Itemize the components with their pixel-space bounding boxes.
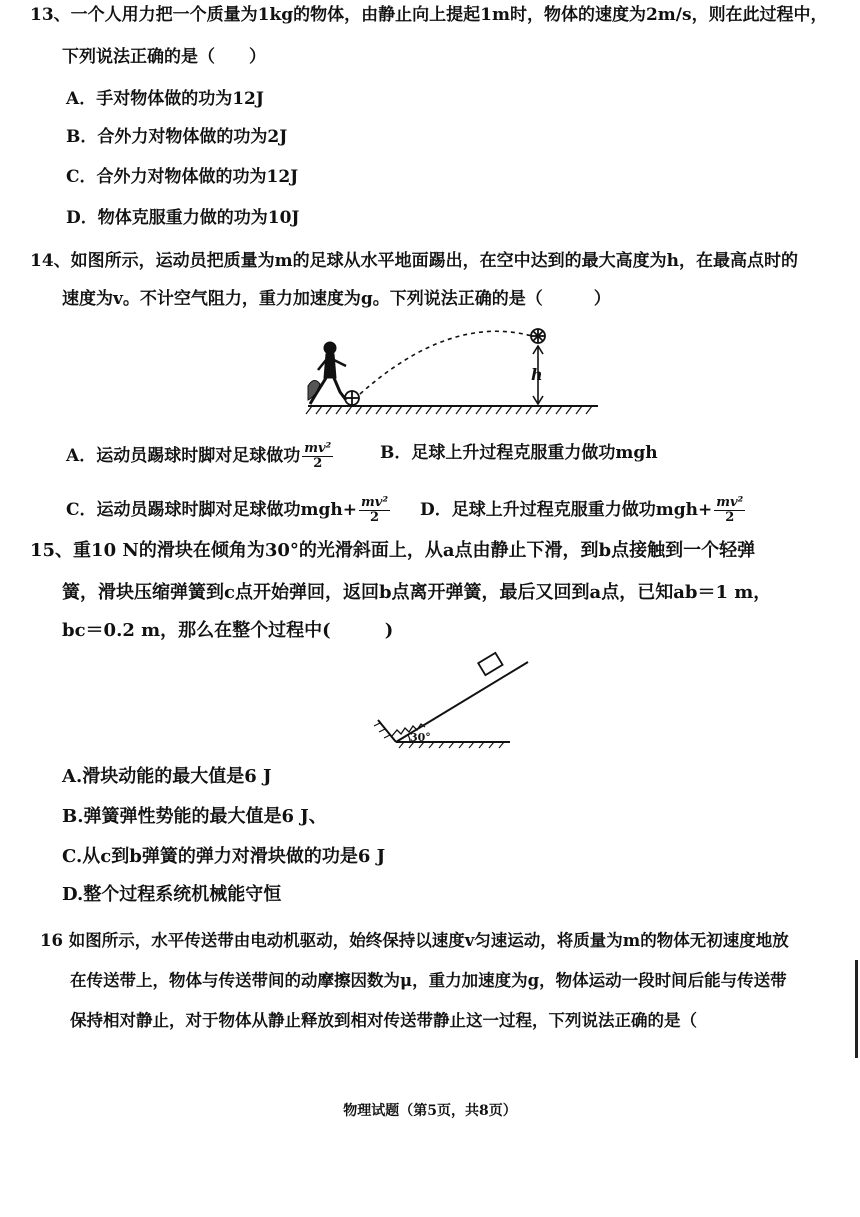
q14-option-a: A．运动员踢球时脚对足球做功 $\frac{\text{mv²}}{2}$ xyxy=(66,441,332,471)
q15-option-c: C.从c到b弹簧的弹力对滑块做的功是6 J xyxy=(62,846,386,867)
q14-option-c-fraction: $\frac{\text{mv²}}{2}$ xyxy=(361,495,389,525)
q13-stem-line1: 13、一个人用力把一个质量为1kg的物体，由静止向上提起1m时，物体的速度为2m/s，则在此过程中， xyxy=(30,5,828,25)
q14-option-a-fraction: $\frac{\text{mv²}}{2}$ xyxy=(304,441,332,471)
q13-stem-line2: 下列说法正确的是（ ） xyxy=(62,47,266,67)
q13-option-d: D．物体克服重力做的功为10J xyxy=(66,208,300,228)
player-figure xyxy=(308,342,346,404)
q15-option-a: A.滑块动能的最大值是6 J xyxy=(62,766,272,787)
q14-option-c: C．运动员踢球时脚对足球做功mgh+ $\frac{\text{mv²}}{2}$ xyxy=(66,495,389,525)
incline-line xyxy=(396,662,528,742)
q15-option-d: D.整个过程系统机械能守恒 xyxy=(62,884,282,905)
height-label: h xyxy=(531,365,543,384)
q15-option-b: B.弹簧弹性势能的最大值是6 J、 xyxy=(62,806,327,827)
ball-ground xyxy=(345,391,359,405)
page-footer: 物理试题（第5页，共8页） xyxy=(343,1103,517,1119)
q14-stem-line1: 14、如图所示，运动员把质量为m的足球从水平地面踢出，在空中达到的最大高度为h，在最高点时的 xyxy=(30,251,799,271)
q15-stem-line1: 15、重10 N的滑块在倾角为30°的光滑斜面上，从a点由静止下滑，到b点接触到一个轻弹 xyxy=(30,540,756,561)
q16-stem-line3: 保持相对静止，对于物体从静止释放到相对传送带静止这一过程，下列说法正确的是（ xyxy=(70,1011,697,1030)
scan-edge-mark xyxy=(855,960,858,1058)
q14-figure xyxy=(300,320,600,420)
ball-top xyxy=(531,329,545,343)
q16-stem-line2: 在传送带上，物体与传送带间的动摩擦因数为μ，重力加速度为g，物体运动一段时间后能与传送带 xyxy=(70,971,787,990)
q13-option-a: A．手对物体做的功为12J xyxy=(66,89,264,109)
q14-option-b: B．足球上升过程克服重力做功mgh xyxy=(380,443,658,463)
q15-figure xyxy=(370,650,540,750)
q15-stem-line3: bc＝0.2 m，那么在整个过程中( ) xyxy=(62,620,394,641)
q15-stem-line2: 簧，滑块压缩弹簧到c点开始弹回，返回b点离开弹簧，最后又回到a点，已知ab＝1 m， xyxy=(62,582,772,603)
q14-option-d-fraction: $\frac{\text{mv²}}{2}$ xyxy=(716,495,744,525)
angle-label: 30° xyxy=(410,731,431,744)
q13-option-b: B．合外力对物体做的功为2J xyxy=(66,127,288,147)
q13-option-c: C．合外力对物体做的功为12J xyxy=(66,167,299,187)
q14-stem-line2: 速度为v。不计空气阻力，重力加速度为g。下列说法正确的是（ ） xyxy=(62,289,611,309)
trajectory-dashed xyxy=(360,331,532,394)
q16-stem-line1: 16 如图所示，水平传送带由电动机驱动，始终保持以速度v匀速运动，将质量为m的物体无初速度地放 xyxy=(40,931,789,950)
slider-block xyxy=(478,653,502,675)
q14-option-d: D．足球上升过程克服重力做功mgh+ $\frac{\text{mv²}}{2}$ xyxy=(420,495,744,525)
